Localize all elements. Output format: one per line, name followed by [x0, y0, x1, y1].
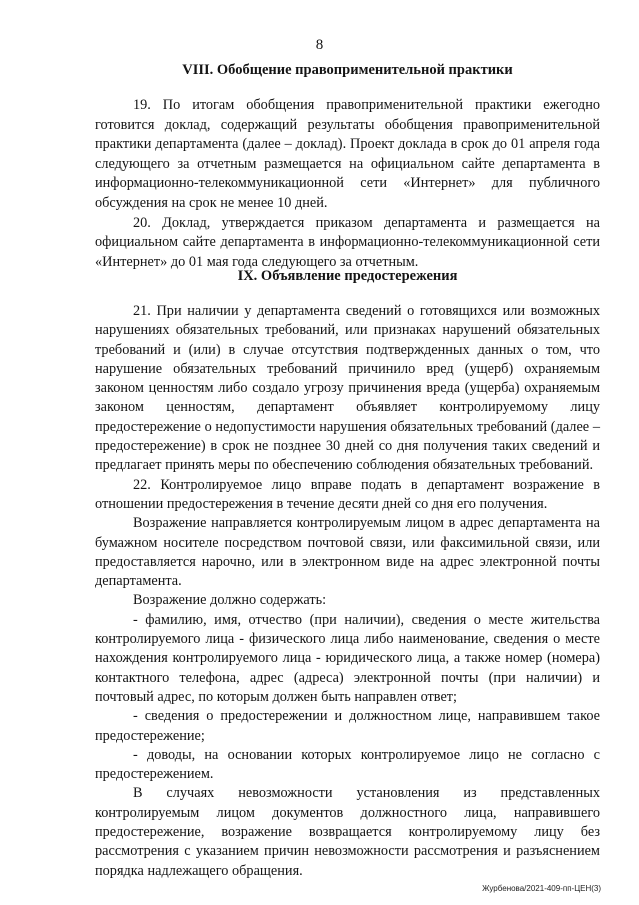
- list-item-applicant-details: - фамилию, имя, отчество (при наличии), сведения о месте жительства контролируемого лица - физического лица либо наименование, сведения о месте нахождения контролируемого лица - юридического лица, а также номер (номера) контактного телефона, адрес (адреса) электронной почты (при наличии) и почтовый адрес, по которым должен быть направлен ответ;: [95, 611, 600, 705]
- list-item-arguments: - доводы, на основании которых контролируемое лицо не согласно с предостережением.: [95, 746, 600, 783]
- paragraph-21: 21. При наличии у департамента сведений о готовящихся или возможных нарушениях обязательных требований, или признаках нарушений обязательных требований и (или) в случае отсутствия подтвержденных данных о том, что нарушение обязательных требований причинило вред (ущерб) охраняемым законом ценностям либо создало угрозу причинения вреда (ущерба) охраняемым законом ценностям, департамент объявляет контролируемому лицу предостережение о недопустимости нарушения обязательных требований (далее – предостережение) в срок не позднее 30 дней со дня получения таких сведений и предлагает принять меры по обеспечению соблюдения обязательных требований.: [95, 303, 600, 474]
- document-footer-code: Журбенова/2021-409-пп-ЦЕН(3): [482, 884, 601, 893]
- section-heading-ix: IX. Объявление предостережения: [237, 268, 458, 284]
- paragraph-22: 22. Контролируемое лицо вправе подать в департамент возражение в отношении предостережения в течение десяти дней со дня его получения.: [95, 476, 600, 512]
- paragraph-20: 20. Доклад, утверждается приказом департамента и размещается на официальном сайте департамента в информационно-телекоммуникационной сети «Интернет» до 01 мая года следующего за отчетным.: [95, 214, 600, 270]
- paragraph-objection-return: В случаях невозможности установления из представленных контролируемым лицом документов должностного лица, направившего предостережение, возражение возвращается контролируемому лицу без рассмотрения с указанием причин невозможности рассмотрения и разъяснением порядка надлежащего обращения.: [95, 785, 600, 879]
- paragraph-19: 19. По итогам обобщения правоприменительной практики ежегодно готовится доклад, содержащий результаты обобщения правоприменительной практики департамента (далее – доклад). Проект доклада в срок до 01 апреля года следующего за отчетным размещается на официальном сайте департамента в информационно-телекоммуникационной сети «Интернет» для публичного обсуждения на срок не менее 10 дней.: [95, 97, 600, 211]
- paragraph-objection-delivery: Возражение направляется контролируемым лицом в адрес департамента на бумажном носителе посредством почтовой связи, или факсимильной связи, или предоставляется нарочно, или в электронном виде на адрес электронной почты департамента.: [95, 515, 600, 590]
- section-viii-body: [95, 96, 600, 272]
- section-heading-viii: VIII. Обобщение правоприменительной практики: [182, 62, 513, 78]
- page-number: 8: [315, 37, 324, 53]
- section-ix-body: [95, 302, 600, 881]
- paragraph-objection-contents: Возражение должно содержать:: [133, 592, 327, 609]
- list-item-warning-details: - сведения о предостережении и должностном лице, направившем такое предостережение;: [95, 708, 600, 744]
